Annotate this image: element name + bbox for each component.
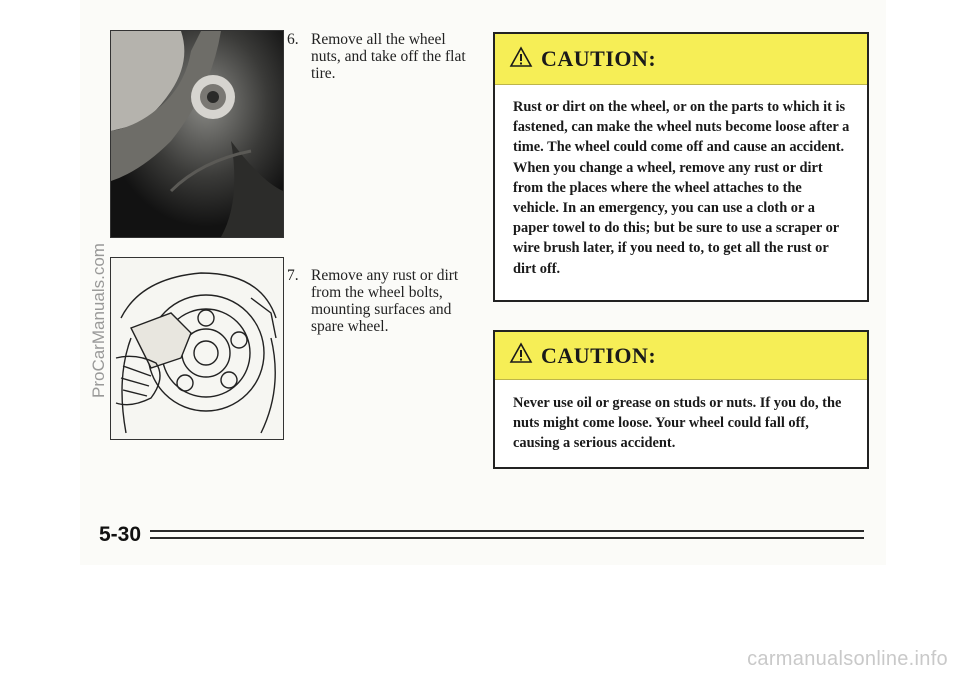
warning-triangle-icon [509,46,533,73]
source-site-watermark: carmanualsonline.info [747,648,948,670]
step-7 [287,267,467,335]
step-6 [287,31,467,82]
footer-rule [150,530,864,532]
warning-triangle-icon [509,342,533,369]
page-number: 5-30 [99,523,142,546]
caution-box-grease [493,330,869,469]
caution-header [495,34,867,85]
wheel-nut-photo [110,30,284,238]
caution-title: CAUTION: [541,46,657,71]
watermark: ProCarManuals.com [89,243,108,398]
footer-rule [150,537,864,539]
caution-text: Never use oil or grease on studs or nuts. If you do, the nuts might come loose. Your wheel could fall off, causing a serious accident. [513,395,842,452]
hub-cleaning-drawing [110,257,284,440]
caution-box-rust [493,32,869,302]
step-text: Remove any rust or dirt from the wheel bolts, mounting surfaces and spare wheel. [311,267,459,335]
step-text: Remove all the wheel nuts, and take off the flat tire. [311,31,466,82]
caution-header [495,332,867,380]
caution-text: Rust or dirt on the wheel, or on the parts to which it is fastened, can make the wheel nuts become loose after a time. The wheel could come off and cause an accident. When you change a wheel, remove any rust or dirt from the places where the wheel attaches to the vehicle. In an emergency, you can use a cloth or a paper towel to do this; but be sure to use a scraper or wire brush later, if you need to, to get all the rust or dirt off. [513,99,850,277]
step-number: 7. [287,267,299,284]
caution-title: CAUTION: [541,342,657,368]
step-number: 6. [287,31,299,48]
